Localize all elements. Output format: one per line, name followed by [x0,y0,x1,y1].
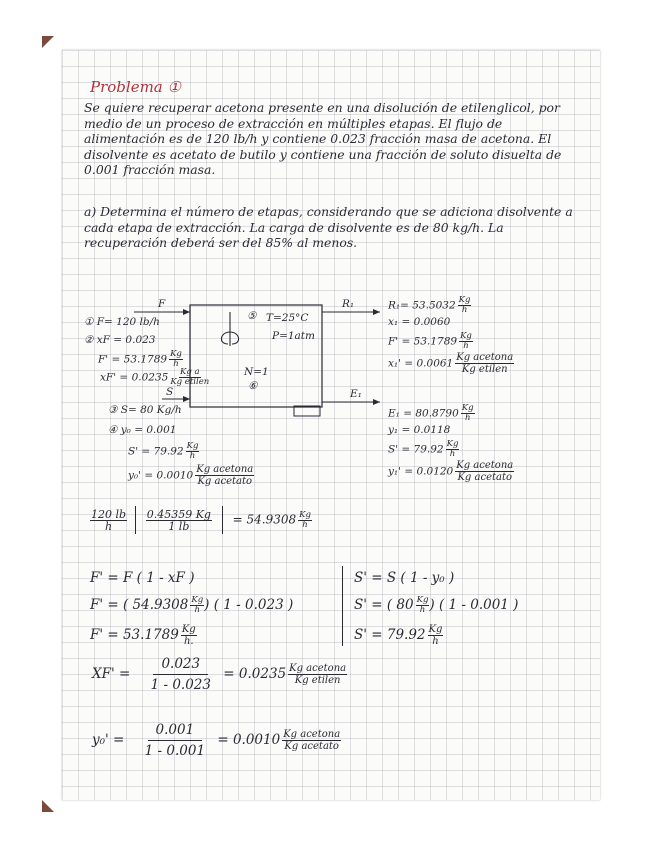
eq-fprime-sub: F' = ( 54.9308 $\frac{Kg}{h}$ ) ( 1 - 0.023 ) [90,595,294,615]
part-a-text: a) Determina el número de etapas, considerando que se adiciona disolvente a cada etapa de extracción. La carga de disolvente es de 80 kg/h. La recuperación deberá ser del 85% al menos. [84,204,573,251]
extract-fraction: y₁ = 0.0118 [388,424,451,436]
stirrer [221,312,238,346]
raffinate-fraction: x₁ = 0.0060 [388,316,451,328]
stage-circle-5: ⑤ [247,310,257,322]
page-corner-top [42,36,54,48]
solvent-flow: ③ S= 80 Kg/h [108,404,182,416]
solvent-label: S [166,386,174,398]
eq-sprime-result: S' = 79.92 $\frac{Kg}{h}$ [354,624,443,647]
extract-flow: E₁ = 80.8790 $\frac{Kg}{h}$ [388,403,474,423]
page-corner-bottom [42,800,54,812]
eq-xf-ratio: XF' = $\frac{0.023}{1 - 0.023}$ = 0.0235 $\frac{\text{Kg acetona}}{\text{Kg etilen}}$ [92,656,347,693]
raffinate-label: R₁ [342,298,355,310]
solvent-arrow-head [183,396,190,402]
solvent-fraction: ④ y₀ = 0.001 [108,424,177,436]
raffinate-solute-free: F' = 53.1789 $\frac{Kg}{h}$ [388,331,472,351]
feed-arrow-head [183,309,190,315]
raffinate-flow: R₁= 53.5032 $\frac{Kg}{h}$ [388,295,471,315]
raffinate-ratio: x₁' = 0.0061 $\frac{\text{Kg acetona}}{\text{Kg etilen}}$ [388,352,514,375]
eq-sprime-sub: S' = ( 80 $\frac{Kg}{h}$ ) ( 1 - 0.001 ) [354,595,519,615]
extract-solvent-free: S' = 79.92 $\frac{Kg}{h}$ [388,439,459,459]
eq-sprime-def: S' = S ( 1 - y₀ ) [354,570,455,586]
solvent-ratio: y₀' = 0.0010 $\frac{\text{Kg acetona}}{\text{Kg acetato}}$ [128,464,254,487]
extract-arrow-head [373,399,380,405]
extract-ratio: y₁' = 0.0120 $\frac{\text{Kg acetona}}{\text{Kg acetato}}$ [388,460,514,483]
eq-fprime-def: F' = F ( 1 - xF ) [90,570,195,586]
column-divider [342,566,343,646]
problem-title: Problema ① [90,78,181,96]
feed-flow: ① F= 120 lb/h [84,316,160,328]
notebook-page [62,50,600,800]
eq-fprime-result: F' = 53.1789 $\frac{Kg}{h.}$ [90,624,196,647]
eq-y0-ratio: y₀' = $\frac{0.001}{1 - 0.001}$ = 0.0010 $\frac{\text{Kg acetona}}{\text{Kg acetato}}$ [92,722,341,759]
extract-label: E₁ [350,388,362,400]
unit-conversion: $\frac{120 lb}{h}$ $\frac{0.45359 Kg}{1 lb}$ = 54.9308 $\frac{Kg}{h}$ [91,507,311,533]
feed-ratio: xF' = 0.0235 $\frac{\text{Kg a}}{\text{Kg etilen}}$ [100,367,210,387]
raffinate-arrow-head [373,309,380,315]
feed-solute-free: F' = 53.1789 $\frac{Kg}{h}$ [98,349,182,369]
temperature-label: T=25°C [266,312,309,324]
solvent-solute-free: S' = 79.92 $\frac{Kg}{h}$ [128,441,199,461]
stage-circle-6: ⑥ [248,380,258,392]
feed-label: F [158,298,166,310]
problem-statement: Se quiere recuperar acetona presente en una disolución de etilenglicol, por medio de un proceso de extracción en múltiples etapas. El flujo de alimentación es de 120 lb/h y contiene 0.023 fracción masa de acetona. El disolvente es acetato de butilo y contiene una fracción de soluto disuelta de 0.001 fracción masa. [84,100,562,178]
pressure-label: P=1atm [272,330,315,342]
feed-fraction: ② xF = 0.023 [84,334,156,346]
stage-count-label: N=1 [244,366,269,378]
